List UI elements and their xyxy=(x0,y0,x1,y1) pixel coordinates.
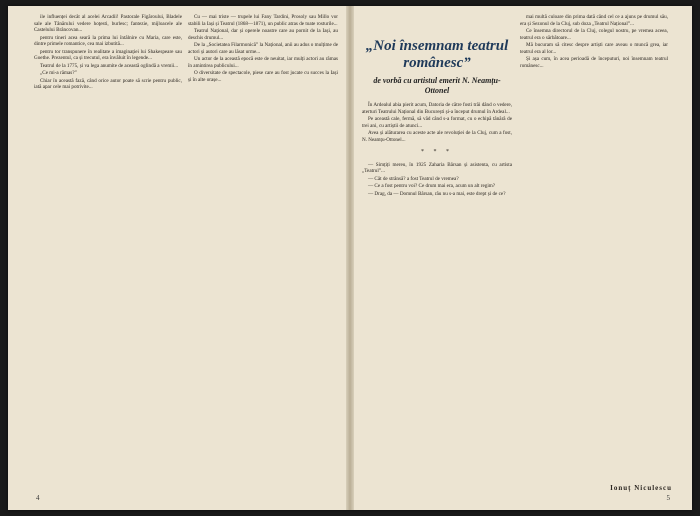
magazine-spread xyxy=(8,6,692,510)
paragraph: O diversitate de spectacole, piese care au fost jucate cu succes la Iași și în alte orașe... xyxy=(188,70,338,83)
paragraph: pentru tor transpunere în realitate a imaginației lui Shakespeare sau Goethe. Prezentul, ca și trecutul, era învăluit în legende... xyxy=(34,48,182,62)
paragraph: Chiar în această fază, când orice autor poate să scrie pentru public, iată apar cele mai potrivite... xyxy=(34,77,182,91)
right-page xyxy=(352,6,692,510)
paragraph: În Ardealul abia pierit acum, Datoria de către fosti trăi dând o vedere, aterturi Teatrului Național din București și-a început drumul în Ardeal... xyxy=(362,102,512,115)
paragraph: mai multă culoare din prima dată când cel ce a ajuns pe drumul său, era și Sezonul de la Cluj, sub doza „Teatrul Național”... xyxy=(520,14,668,27)
paragraph: Un actor de la această epocă este de neuitat, iar mulți actori au rămas în amintirea publicului... xyxy=(188,56,338,69)
paragraph: Cu — mai triste — trupele lui Fany Tardini, Prosoly sau Millo vor stabili la Iași și Teatrul (1868—1871), un public atras de toate rosturile... xyxy=(188,14,338,27)
paragraph: pentru tineri acea seară la prima lui întâlnire cu Maria, care este, dintre primele romantice, cea mai izbutită... xyxy=(34,34,182,48)
paragraph: Teatrul Național, dar și operele noastre care au pornit de la Iași, au deschis drumul... xyxy=(188,28,338,41)
page-number-left: 4 xyxy=(36,494,40,502)
left-page xyxy=(8,6,348,510)
paragraph: — Ce a fost pentru voi? Ce drum mai era, acum un alt regim? xyxy=(368,183,496,190)
paragraph: — Simțiți mereu, în 1925 Zaharia Bârsan și asistenta, cu artista „Teatrul”... xyxy=(362,161,512,175)
paragraph: „Ce mi-a rămas?” xyxy=(40,70,77,77)
left-column-1 xyxy=(34,14,182,498)
paragraph: Teatrul de la 1775, și va lega anumite de această oglindă a vremii... xyxy=(40,62,179,69)
article-subtitle: de vorbă cu artistul emerit N. Neamțu-Ottonel xyxy=(373,76,501,95)
paragraph: De la „Societatea Filarmonică” la Național, anii au adus o mulțime de actori și autori care au lăsat urme... xyxy=(188,42,338,55)
article-author: Ionuț Niculescu xyxy=(610,484,672,492)
paragraph: ile influenței decât al acelei Arcadii! Pastorale Figăroului, Bladele sale ale Tânărului vedere hoţesti, burlesc; fantezie, mijloacele ale Castelului Brâncovan... xyxy=(34,14,182,34)
paragraph: Avea și alăturarea cu aceste acte ale revoluției de la Cluj, cum a fost, N. Neamțu-Ottonel... xyxy=(362,130,512,143)
paragraph: Ce însemna directorul de la Cluj, colegul nostru, pe vremea aceea, teatrul era o sărbătoare... xyxy=(520,28,668,41)
article-title: „Noi însemnam teatrul românesc” xyxy=(365,38,509,71)
paragraph: — Cât de strânsă? a fost Teatrul de vremea? xyxy=(368,175,459,182)
paragraph: Și așa cum, în acea perioadă de începuturi, noi însemnam teatrul românesc... xyxy=(520,56,668,69)
left-column-2 xyxy=(188,14,338,498)
page-number-right: 5 xyxy=(666,494,670,502)
right-column-1 xyxy=(362,14,512,498)
paragraph: Mă bucuram să citesc despre artiști care aveau o muncă grea, iar teatrul era al lor... xyxy=(520,42,668,55)
paragraph: — Drag, da — Domnul Bârsan, rău nu s-a mai, este drept și de ce? xyxy=(368,191,506,198)
section-separator: * * * xyxy=(421,149,453,156)
paragraph: Pe această cale, fermă, să văd când s-a format, cu o echipă tânără de trei ani, cu artiștii de atunci... xyxy=(362,116,512,129)
right-column-2 xyxy=(520,14,668,498)
article-header xyxy=(362,38,512,96)
